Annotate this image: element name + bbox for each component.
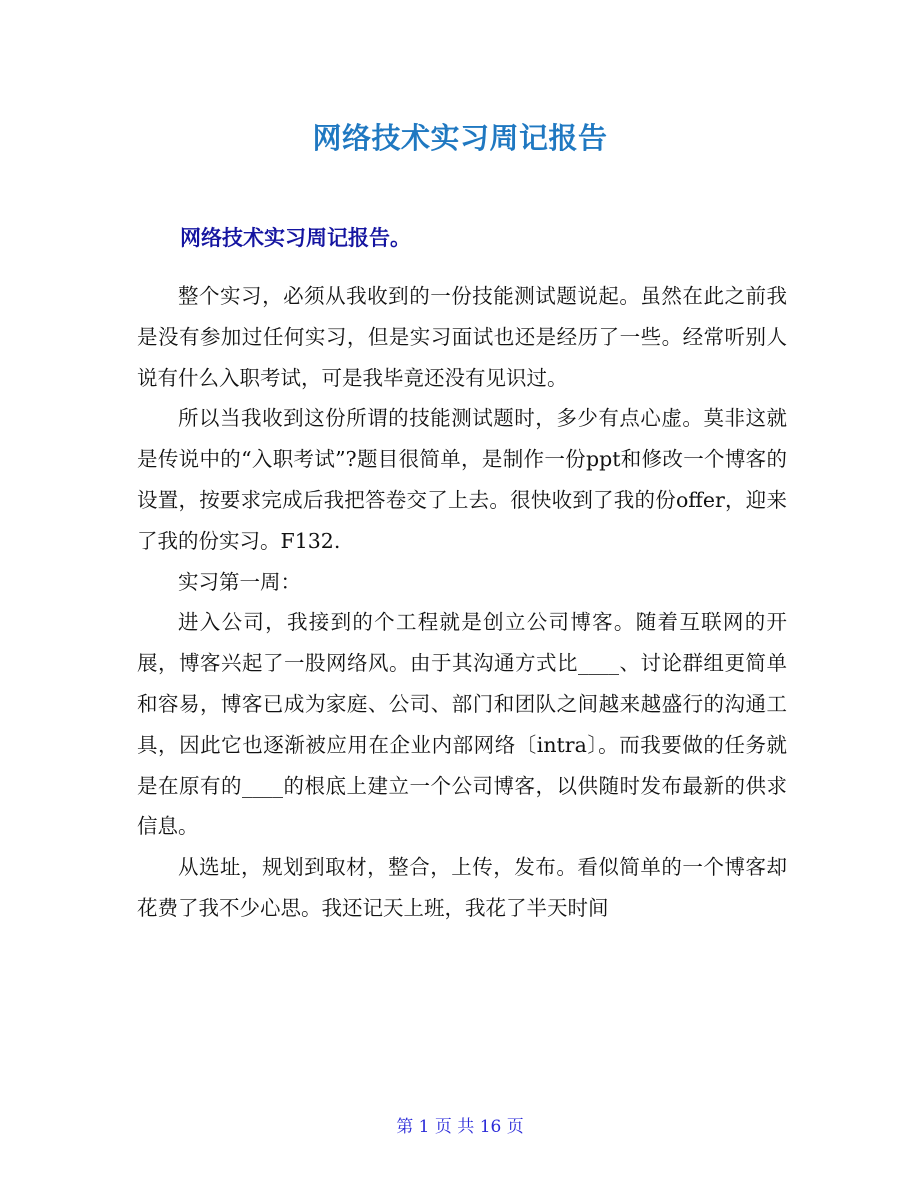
paragraph: 从选址，规划到取材，整合，上传，发布。看似简单的一个博客却花费了我不少心思。我还记天上班，我花了半天时间 xyxy=(137,855,787,920)
section-heading: 网络技术实习周记报告。 xyxy=(180,226,411,250)
paragraph: 整个实习，必须从我收到的一份技能测试题说起。虽然在此之前我是没有参加过任何实习，但是实习面试也还是经历了一些。经常听别人说有什么入职考试，可是我毕竟还没有见识过。 xyxy=(137,284,787,390)
paragraph: 进入公司，我接到的个工程就是创立公司博客。随着互联网的开展，博客兴起了一股网络风。由于其沟通方式比____、讨论群组更简单和容易，博客已成为家庭、公司、部门和团队之间越来越盛行的沟通工具，因此它也逐渐被应用在企业内部网络〔intra〕。而我要做的任务就是在原有的____的根底上建立一个公司博客，以供随时发布最新的供求信息。 xyxy=(137,610,787,839)
paragraph: 实习第一周： xyxy=(178,569,301,594)
document-title: 网络技术实习周记报告 xyxy=(312,121,608,155)
page-number-footer: 第 1 页 共 16 页 xyxy=(396,1117,524,1137)
document-body xyxy=(137,276,787,929)
paragraph: 所以当我收到这份所谓的技能测试题时，多少有点心虚。莫非这就是传说中的“入职考试”?题目很简单，是制作一份ppt和修改一个博客的设置，按要求完成后我把答卷交了上去。很快收到了我的份offer，迎来了我的份实习。F132. xyxy=(137,406,787,553)
